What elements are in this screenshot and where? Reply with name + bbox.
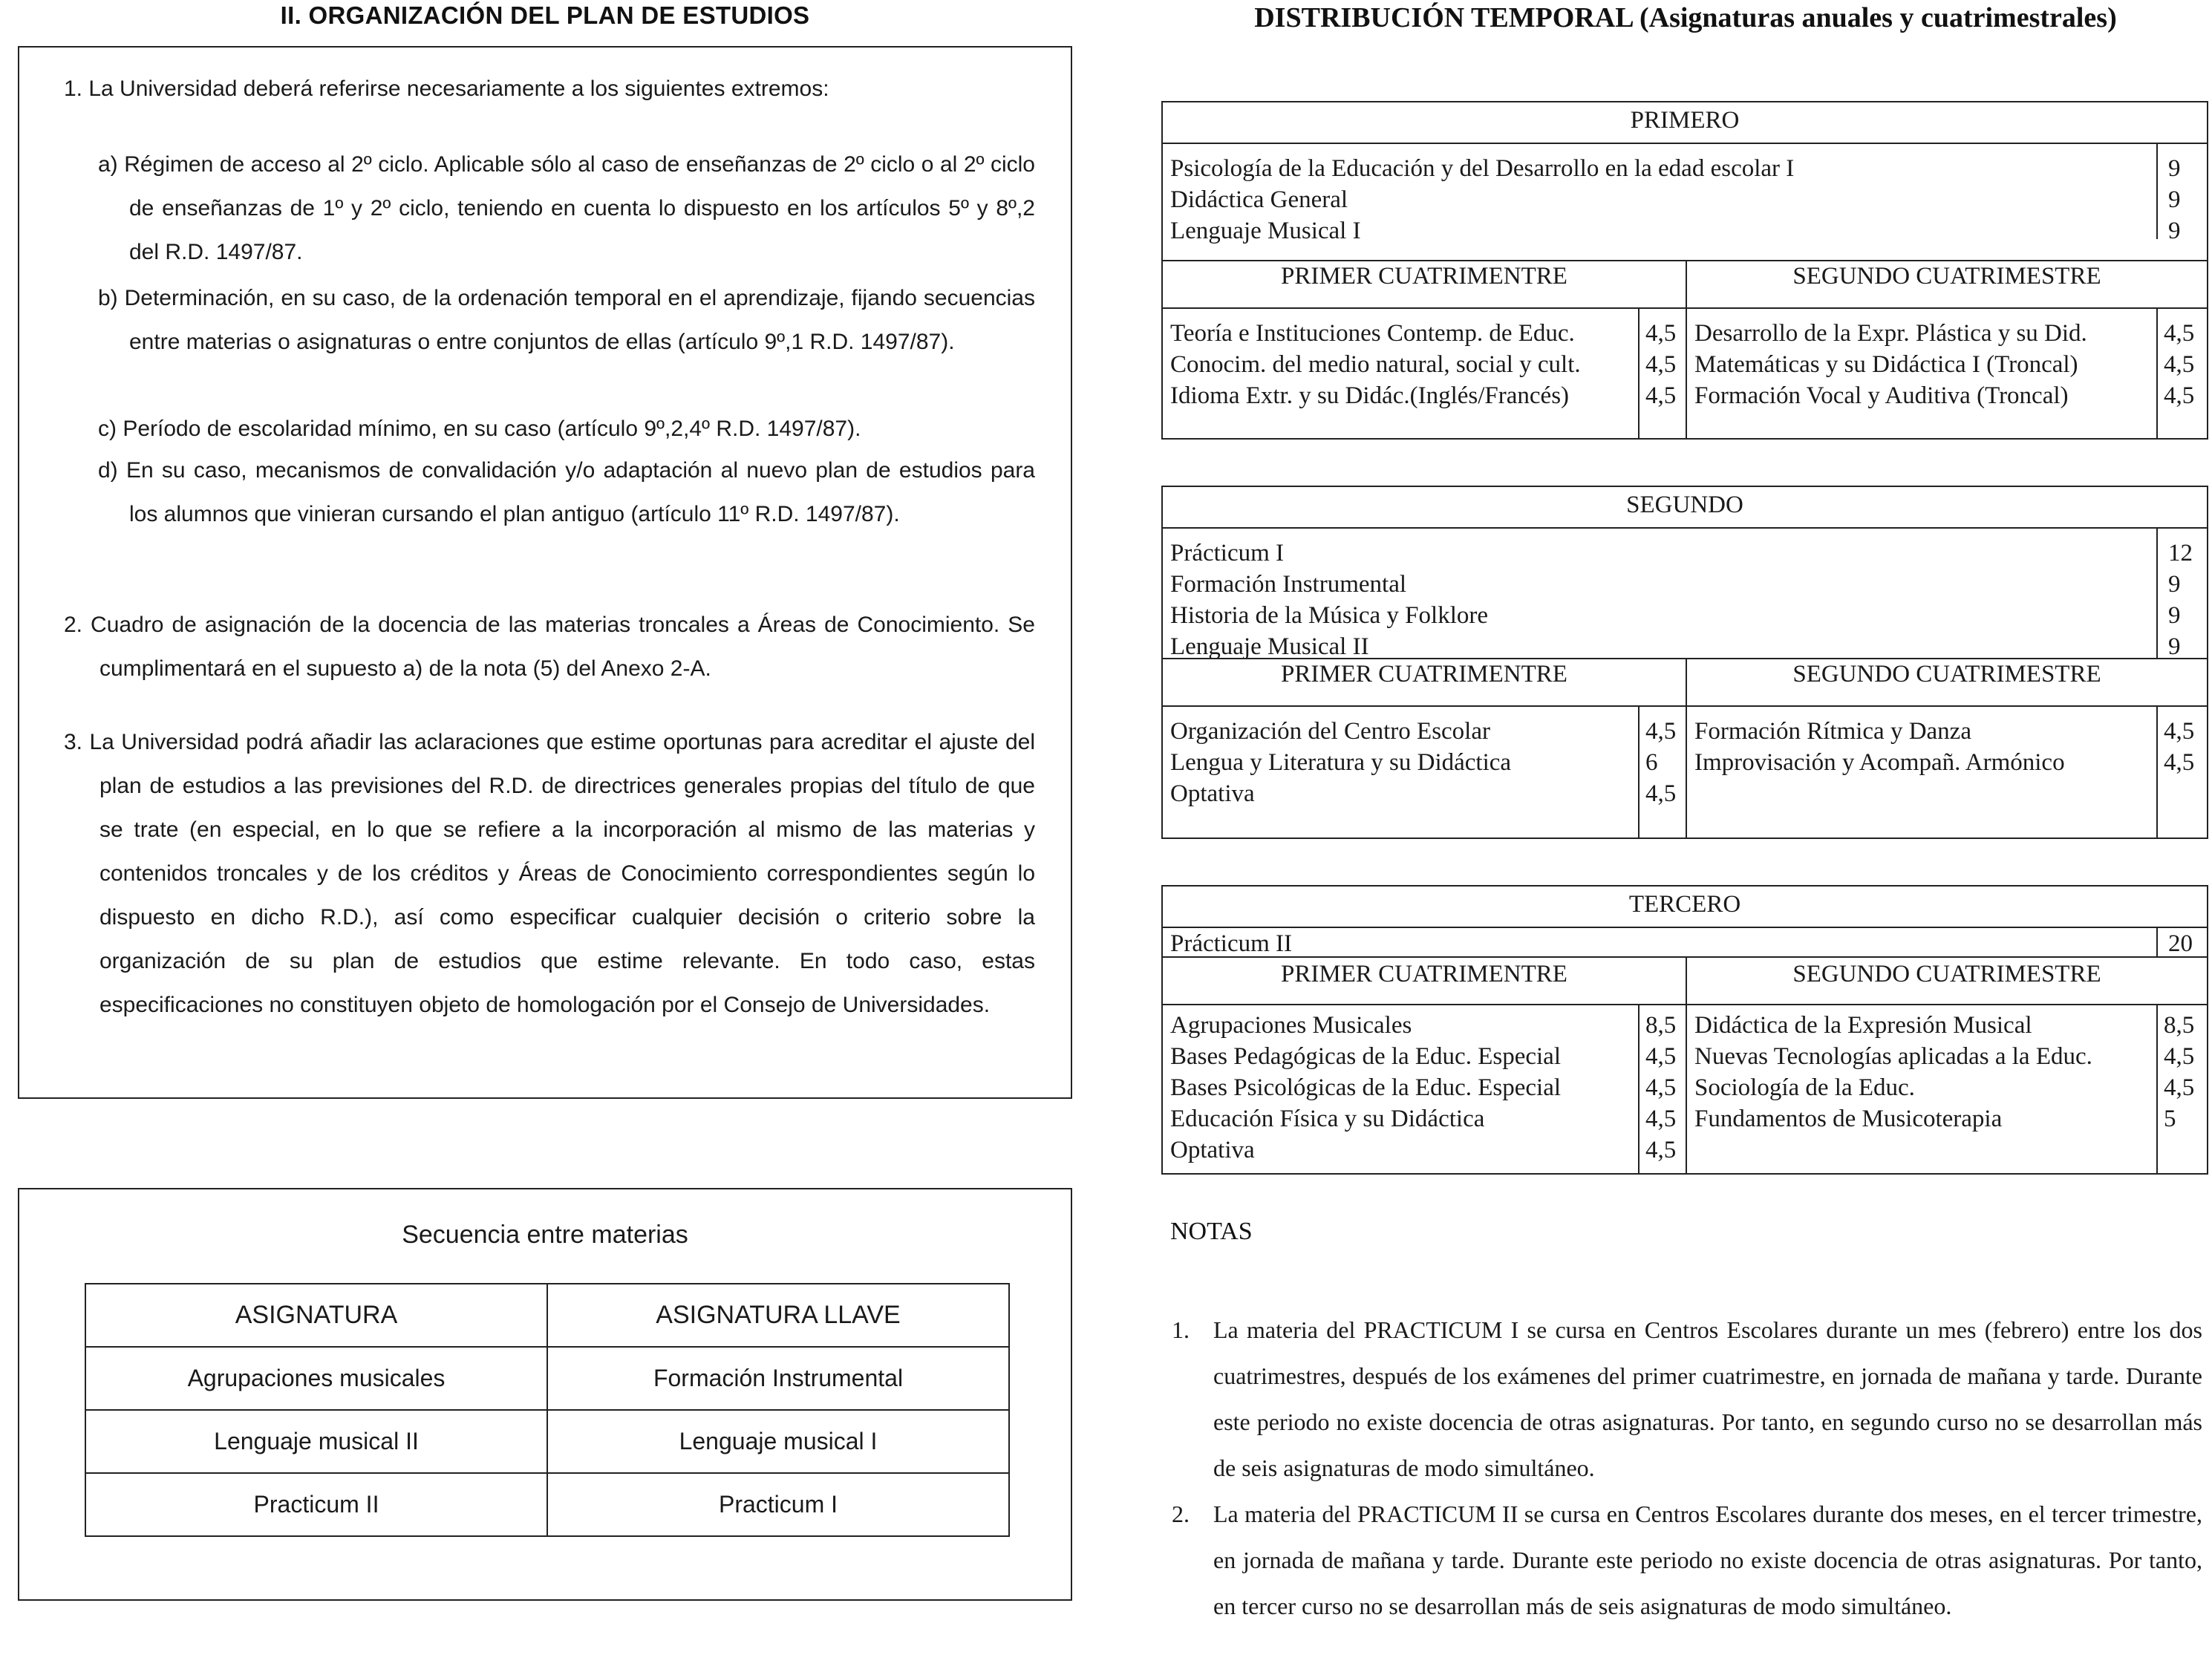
notes-list (1170, 1307, 2202, 1629)
sequence-header-asignatura: ASIGNATURA (85, 1284, 547, 1347)
sequence-header-llave: ASIGNATURA LLAVE (547, 1284, 1009, 1347)
sequence-title: Secuencia entre materias (402, 1221, 688, 1249)
divider (2156, 1004, 2158, 1173)
item-1b-text: b) Determinación, en su caso, de la ordenación temporal en el aprendizaje, fijando secuencias entre materias o asignaturas o entre conjuntos de ellas (artículo 9º,1 R.D. 1497/87). (98, 286, 1035, 354)
divider (1163, 307, 2207, 309)
note-item (1170, 1491, 2202, 1629)
item-1d-text: d) En su caso, mecanismos de convalidación y/o adaptación al nuevo plan de estudios para los alumnos que vinieran cursando el plan antiguo (artículo 11º R.D. 1497/87). (98, 458, 1035, 526)
annual-row (1170, 215, 2207, 246)
annual-row (1170, 184, 2207, 215)
sem1-heading: PRIMER CUATRIMENTRE (1281, 961, 1567, 987)
subject-name: Nuevas Tecnologías aplicadas a la Educ. (1694, 1043, 2092, 1070)
sequence-cell: Lenguaje musical I (547, 1410, 1009, 1473)
year-box-primero (1161, 101, 2208, 440)
divider (1686, 658, 1687, 838)
subject-name: Prácticum I (1170, 540, 1285, 567)
note-number: 1. (1172, 1316, 1190, 1343)
year-heading: SEGUNDO (1626, 492, 1743, 518)
subject-name: Lenguaje Musical I (1170, 218, 1361, 244)
note-text: La materia del PRACTICUM II se cursa en Centros Escolares durante dos meses, en el tercer trimestre, en jornada de mañana y tarde. Durante este periodo no existe docencia de otras asignaturas. Por tanto, en tercer curso no se desarrollan más de seis asignaturas de modo simultáneo. (1213, 1501, 2202, 1619)
subject-name: Historia de la Música y Folklore (1170, 602, 1489, 629)
subject-name: Educación Física y su Didáctica (1170, 1106, 1485, 1132)
subject-credits: 4,5 (1645, 1074, 1677, 1101)
subject-credits: 9 (2168, 186, 2181, 213)
year-heading: PRIMERO (1630, 107, 1740, 134)
subject-name: Formación Instrumental (1170, 571, 1407, 598)
subject-credits: 9 (2168, 571, 2181, 598)
sem2-heading: SEGUNDO CUATRIMESTRE (1792, 263, 2101, 290)
divider (1638, 1004, 1640, 1173)
subject-credits: 9 (2168, 155, 2181, 182)
sequence-row (85, 1473, 1009, 1536)
subject-name: Optativa (1170, 780, 1255, 807)
subject-name: Psicología de la Educación y del Desarrollo en la edad escolar I (1170, 155, 1795, 182)
subject-name: Desarrollo de la Expr. Plástica y su Did. (1694, 320, 2087, 347)
sequence-cell: Practicum II (85, 1473, 547, 1536)
subject-name: Prácticum II (1170, 930, 1293, 957)
sequence-row (85, 1410, 1009, 1473)
item-1a (98, 143, 1035, 274)
divider (1163, 1004, 2207, 1005)
divider (1163, 527, 2207, 529)
subject-credits: 4,5 (1645, 780, 1677, 807)
sequence-cell: Formación Instrumental (547, 1347, 1009, 1410)
subject-credits: 6 (1645, 749, 1658, 776)
subject-name: Agrupaciones Musicales (1170, 1012, 1412, 1039)
item-3 (64, 720, 1035, 1027)
subject-name: Improvisación y Acompañ. Armónico (1694, 749, 2065, 776)
divider (1163, 956, 2207, 958)
subject-name: Matemáticas y su Didáctica I (Troncal) (1694, 351, 2078, 378)
divider (1686, 260, 1687, 438)
annual-row (1170, 538, 2207, 569)
subject-credits: 4,5 (2164, 1074, 2195, 1101)
divider (1163, 705, 2207, 707)
subject-name: Conocim. del medio natural, social y cult. (1170, 351, 1581, 378)
subject-credits: 4,5 (1645, 382, 1677, 409)
subject-credits: 4,5 (1645, 1137, 1677, 1163)
divider (2156, 705, 2158, 838)
sequence-row (85, 1347, 1009, 1410)
subject-credits: 4,5 (2164, 351, 2195, 378)
sequence-cell: Practicum I (547, 1473, 1009, 1536)
subject-name: Bases Pedagógicas de la Educ. Especial (1170, 1043, 1561, 1070)
subject-credits: 8,5 (1645, 1012, 1677, 1039)
sem2-heading: SEGUNDO CUATRIMESTRE (1792, 961, 2101, 987)
subject-name: Lengua y Literatura y su Didáctica (1170, 749, 1512, 776)
subject-credits: 4,5 (2164, 749, 2195, 776)
subject-credits: 4,5 (1645, 1043, 1677, 1070)
item-1a-text: a) Régimen de acceso al 2º ciclo. Aplicable sólo al caso de enseñanzas de 2º ciclo o al 2º ciclo de enseñanzas de 1º y 2º ciclo, teniendo en cuenta lo dispuesto en los artículos 5º y 8º,2 del R.D. 1497/87. (98, 152, 1035, 264)
annual-row (1170, 600, 2207, 631)
subject-name: Organización del Centro Escolar (1170, 718, 1490, 745)
note-text: La materia del PRACTICUM I se cursa en Centros Escolares durante un mes (febrero) entre los dos cuatrimestres, después de los exámenes del primer cuatrimestre, en jornada de mañana y tarde. Durante este periodo no existe docencia de otras asignaturas. Por tanto, en segundo curso no se desarrollan más de seis asignaturas de modo simultáneo. (1213, 1316, 2202, 1481)
subject-name: Optativa (1170, 1137, 1255, 1163)
sem1-heading: PRIMER CUATRIMENTRE (1281, 661, 1567, 688)
subject-credits: 4,5 (2164, 718, 2195, 745)
note-item (1170, 1307, 2202, 1491)
subject-credits: 20 (2168, 930, 2193, 957)
notes-title: NOTAS (1170, 1218, 1253, 1245)
divider (1163, 143, 2207, 144)
item-1d (98, 448, 1035, 536)
subject-name: Teoría e Instituciones Contemp. de Educ. (1170, 320, 1575, 347)
divider (1686, 956, 1687, 1173)
item-1b (98, 276, 1035, 364)
subject-name: Didáctica General (1170, 186, 1348, 213)
subject-credits: 9 (2168, 602, 2181, 629)
subject-credits: 8,5 (2164, 1012, 2195, 1039)
subject-credits: 4,5 (1645, 718, 1677, 745)
subject-credits: 4,5 (2164, 320, 2195, 347)
item-1c-text: c) Período de escolaridad mínimo, en su caso (artículo 9º,2,4º R.D. 1497/87). (98, 417, 861, 441)
sequence-cell: Agrupaciones musicales (85, 1347, 547, 1410)
year-box-segundo (1161, 486, 2208, 839)
divider (1638, 705, 1640, 838)
subject-name: Formación Rítmica y Danza (1694, 718, 1971, 745)
section-title-distribucion: DISTRIBUCIÓN TEMPORAL (Asignaturas anuales y cuatrimestrales) (1254, 2, 2117, 33)
annual-row (1170, 153, 2207, 184)
subject-credits: 5 (2164, 1106, 2176, 1132)
year-heading: TERCERO (1628, 891, 1741, 918)
subject-credits: 12 (2168, 540, 2193, 567)
year-box-tercero (1161, 885, 2208, 1175)
divider (1163, 260, 2207, 261)
sequence-cell: Lenguaje musical II (85, 1410, 547, 1473)
item-1: 1. La Universidad deberá referirse necesariamente a los siguientes extremos: (64, 76, 829, 101)
annual-row (1170, 569, 2207, 600)
divider (1638, 307, 1640, 438)
subject-credits: 4,5 (1645, 320, 1677, 347)
sequence-table (85, 1283, 1010, 1537)
item-2 (64, 603, 1035, 690)
subject-credits: 9 (2168, 633, 2181, 660)
subject-name: Fundamentos de Musicoterapia (1694, 1106, 2003, 1132)
sem2-heading: SEGUNDO CUATRIMESTRE (1792, 661, 2101, 688)
subject-credits: 4,5 (1645, 1106, 1677, 1132)
subject-name: Didáctica de la Expresión Musical (1694, 1012, 2032, 1039)
subject-credits: 4,5 (2164, 1043, 2195, 1070)
subject-name: Idioma Extr. y su Didác.(Inglés/Francés) (1170, 382, 1570, 409)
subject-name: Formación Vocal y Auditiva (Troncal) (1694, 382, 2069, 409)
divider (1163, 658, 2207, 659)
subject-credits: 4,5 (2164, 382, 2195, 409)
note-number: 2. (1172, 1501, 1190, 1527)
subject-name: Bases Psicológicas de la Educ. Especial (1170, 1074, 1562, 1101)
subject-credits: 9 (2168, 218, 2181, 244)
item-3-text: 3. La Universidad podrá añadir las aclaraciones que estime oportunas para acreditar el ajuste del plan de estudios a las previsiones del R.D. de directrices generales propias del título de que se trate (en especial, en lo que se refiere a la incorporación al mismo de las materias y contenidos troncales y de los créditos y Áreas de Conocimiento correspondientes según lo dispuesto en dicho R.D.), así como especificar cualquier decisión o criterio sobre la organización de su plan de estudios que estime relevante. En todo caso, estas especificaciones no constituyen objeto de homologación por el Consejo de Universidades. (64, 730, 1035, 1017)
item-2-text: 2. Cuadro de asignación de la docencia de las materias troncales a Áreas de Conocimiento. Se cumplimentará en el supuesto a) de la nota (5) del Anexo 2-A. (64, 613, 1035, 681)
sem1-heading: PRIMER CUATRIMENTRE (1281, 263, 1567, 290)
sequence-box (18, 1188, 1072, 1601)
subject-name: Lenguaje Musical II (1170, 633, 1369, 660)
item-1c (98, 407, 1035, 451)
subject-credits: 4,5 (1645, 351, 1677, 378)
divider (2156, 307, 2158, 438)
sequence-header-row (85, 1284, 1009, 1347)
organization-box (18, 46, 1072, 1099)
section-title-organizacion: II. ORGANIZACIÓN DEL PLAN DE ESTUDIOS (280, 1, 810, 29)
subject-name: Sociología de la Educ. (1694, 1074, 1915, 1101)
annual-row (1170, 928, 2207, 959)
